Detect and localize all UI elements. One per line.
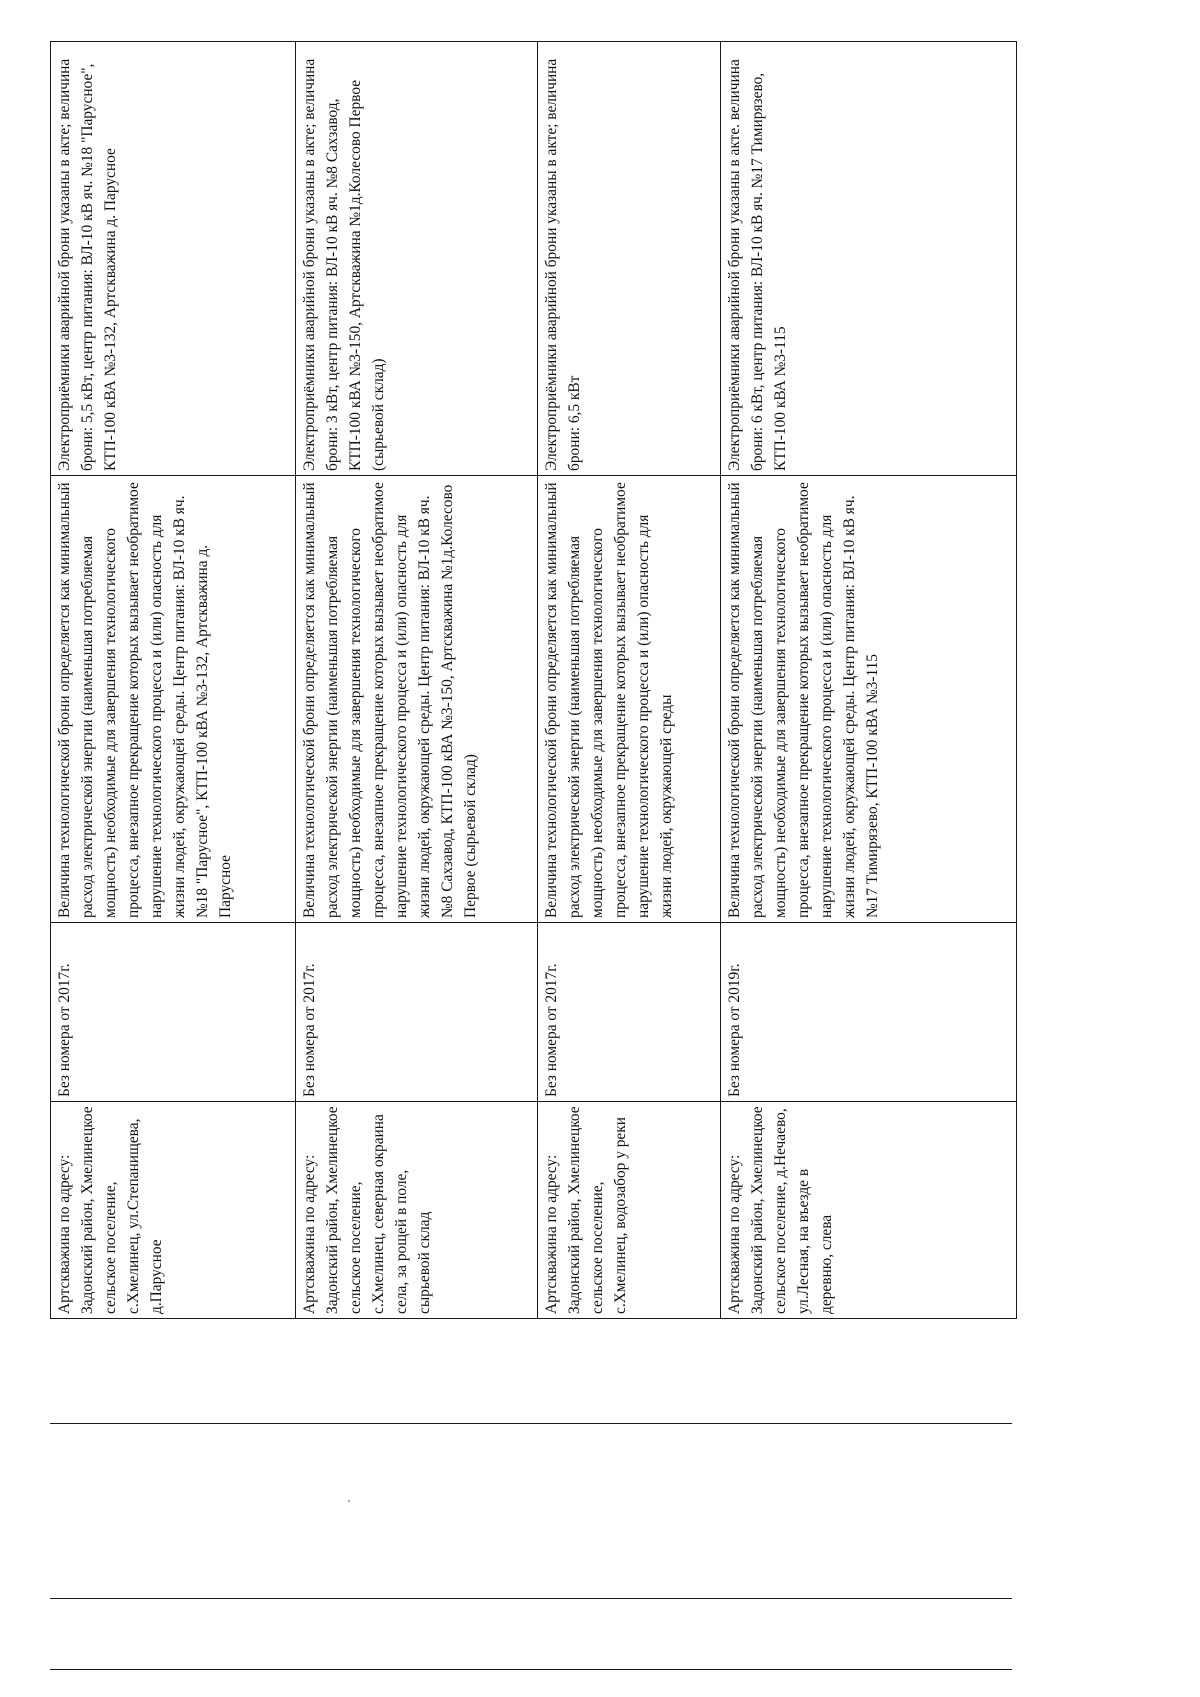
rotated-table-wrapper <box>50 42 1016 1319</box>
object-address-cell: Артскважина по адресу: Задонский район, Хмелинецкое сельское поселение, с.Хмелинец, ул.Степанищева, д.Парусное <box>51 1102 296 1319</box>
object-address-cell: Артскважина по адресу: Задонский район, Хмелинецкое сельское поселение, д.Нечаево, ул.Лесная, на въезде в деревню, слева <box>721 1102 1017 1319</box>
table-row <box>721 42 1017 1319</box>
document-cell: Без номера от 2017г. <box>538 923 721 1102</box>
scan-speck <box>348 1500 350 1502</box>
tech-reserve-cell: Величина технологической брони определяется как минимальный расход электрической энергии (наименьшая потребляемая мощность) необходимые для завершения технологического процесса, внезапное прекращение которых вызывает необратимое нарушение технологического процесса и (или) опасность для жизни людей, окружающей среды. Центр питания: ВЛ-10 кВ яч. №8 Сахзавод, КТП-100 кВА №3-150, Артскважина №1д.Колесово Первое (сырьевой склад) <box>296 476 538 923</box>
separator-line <box>50 1669 1012 1670</box>
separator-line <box>50 1598 1012 1599</box>
table-row <box>296 42 538 1319</box>
object-address-cell: Артскважина по адресу: Задонский район, Хмелинецкое сельское поселение, с.Хмелинец, водозабор у реки <box>538 1102 721 1319</box>
power-reserve-table <box>50 41 1017 1319</box>
document-cell: Без номера от 2017г. <box>296 923 538 1102</box>
tech-reserve-cell: Величина технологической брони определяется как минимальный расход электрической энергии (наименьшая потребляемая мощность) необходимые для завершения технологического процесса, внезапное прекращение которых вызывает необратимое нарушение технологического процесса и (или) опасность для жизни людей, окружающей среды <box>538 476 721 923</box>
table-row <box>538 42 721 1319</box>
emergency-reserve-cell: Электроприёмники аварийной брони указаны в акте; величина брони: 3 кВт, центр питания: ВЛ-10 кВ яч. №8 Сахзавод, КТП-100 кВА №3-150, Артскважина №1д.Колесово Первое (сырьевой склад) <box>296 42 538 476</box>
emergency-reserve-cell: Электроприёмники аварийной брони указаны в акте; величина брони: 5,5 кВт, центр питания: ВЛ-10 кВ яч. №18 "Парусное", КТП-100 кВА №3-132, Артскважина д. Парусное <box>51 42 296 476</box>
tech-reserve-cell: Величина технологической брони определяется как минимальный расход электрической энергии (наименьшая потребляемая мощность) необходимые для завершения технологического процесса, внезапное прекращение которых вызывает необратимое нарушение технологического процесса и (или) опасность для жизни людей, окружающей среды. Центр питания: ВЛ-10 кВ яч. №17 Тимирязево, КТП-100 кВА №3-115 <box>721 476 1017 923</box>
document-cell: Без номера от 2017г. <box>51 923 296 1102</box>
separator-line <box>50 1423 1012 1424</box>
tech-reserve-cell: Величина технологической брони определяется как минимальный расход электрической энергии (наименьшая потребляемая мощность) необходимые для завершения технологического процесса, внезапное прекращение которых вызывает необратимое нарушение технологического процесса и (или) опасность для жизни людей, окружающей среды. Центр питания: ВЛ-10 кВ яч. №18 "Парусное", КТП-100 кВА №3-132, Артскважина д. Парусное <box>51 476 296 923</box>
emergency-reserve-cell: Электроприёмники аварийной брони указаны в акте; величина брони: 6,5 кВт <box>538 42 721 476</box>
object-address-cell: Артскважина по адресу: Задонский район, Хмелинецкое сельское поселение, с.Хмелинец, северная окраина села, за рощей в поле, сырьевой склад <box>296 1102 538 1319</box>
emergency-reserve-cell: Электроприёмники аварийной брони указаны в акте. величина брони: 6 кВт, центр питания: ВЛ-10 кВ яч. №17 Тимирязево, КТП-100 кВА №3-115 <box>721 42 1017 476</box>
table-row <box>51 42 296 1319</box>
document-cell: Без номера от 2019г. <box>721 923 1017 1102</box>
